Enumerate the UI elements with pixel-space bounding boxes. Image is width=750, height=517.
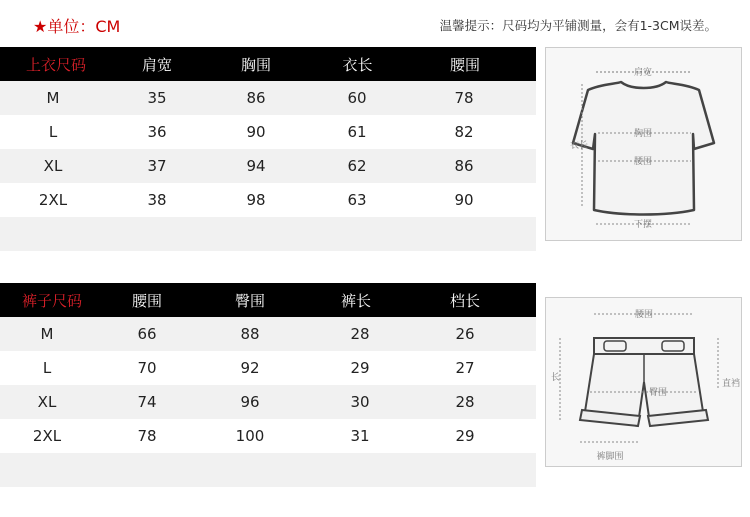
hip-cell: 92 xyxy=(240,359,260,377)
chest-label: 胸围 xyxy=(633,129,653,139)
size-cell: XL xyxy=(37,393,57,411)
shorts-leg-label: 裤脚围 xyxy=(596,452,624,462)
waist-cell: 78 xyxy=(454,89,474,107)
size-cell: 2XL xyxy=(32,427,62,445)
size-cell: L xyxy=(42,359,52,377)
table-row xyxy=(0,183,536,217)
rise-cell: 26 xyxy=(455,325,475,343)
waist-cell: 86 xyxy=(454,157,474,175)
shorts-hip-label: 臀围 xyxy=(648,388,668,398)
shirt-measurement-diagram xyxy=(545,47,742,241)
waist-cell: 66 xyxy=(137,325,157,343)
waist-cell: 82 xyxy=(454,123,474,141)
chest-cell: 90 xyxy=(246,123,266,141)
unit-label: ★单位：CM xyxy=(33,17,121,36)
table-row xyxy=(0,149,536,183)
size-cell: M xyxy=(40,325,54,343)
chest-cell: 94 xyxy=(246,157,266,175)
waist-cell: 78 xyxy=(137,427,157,445)
waist-cell: 74 xyxy=(137,393,157,411)
top-table-header xyxy=(0,47,536,81)
waist-cell: 90 xyxy=(454,191,474,209)
pants-table-header xyxy=(0,283,536,317)
length-cell: 60 xyxy=(347,89,367,107)
shorts-waist-label: 腰围 xyxy=(634,310,654,320)
table-row xyxy=(0,317,536,351)
shorts-illustration xyxy=(546,298,741,466)
shoulder-cell: 35 xyxy=(147,89,167,107)
empty-row xyxy=(0,217,536,251)
length-cell: 31 xyxy=(350,427,370,445)
pants-col-length: 裤长 xyxy=(340,291,371,310)
chest-cell: 86 xyxy=(246,89,266,107)
waist-cell: 70 xyxy=(137,359,157,377)
size-cell: XL xyxy=(43,157,63,175)
measurement-notice: 温馨提示：尺码均为平铺测量，会有1-3CM误差。 xyxy=(439,18,717,33)
top-col-length: 衣长 xyxy=(342,55,373,74)
top-col-waist: 腰围 xyxy=(449,55,480,74)
shorts-measurement-diagram xyxy=(545,297,742,467)
size-cell: L xyxy=(48,123,58,141)
shoulder-label: 肩宽 xyxy=(633,68,653,78)
shoulder-cell: 36 xyxy=(147,123,167,141)
size-cell: 2XL xyxy=(38,191,68,209)
hip-cell: 100 xyxy=(235,427,265,445)
shoulder-cell: 38 xyxy=(147,191,167,209)
empty-row xyxy=(0,453,536,487)
top-size-table xyxy=(0,47,536,251)
rise-cell: 28 xyxy=(455,393,475,411)
table-row xyxy=(0,419,536,453)
length-cell: 63 xyxy=(347,191,367,209)
pants-col-waist: 腰围 xyxy=(131,291,162,310)
top-col-chest: 胸围 xyxy=(240,55,271,74)
table-row xyxy=(0,351,536,385)
waist-label: 腰围 xyxy=(633,157,653,167)
table-row xyxy=(0,81,536,115)
top-col-size: 上衣尺码 xyxy=(25,55,86,74)
length-label: 衣长 xyxy=(569,141,589,151)
pants-col-rise: 档长 xyxy=(449,291,480,310)
pants-col-hip: 臀围 xyxy=(234,291,265,310)
shorts-length-label: 长 xyxy=(551,373,561,383)
hip-cell: 88 xyxy=(240,325,260,343)
length-cell: 30 xyxy=(350,393,370,411)
table-row xyxy=(0,115,536,149)
length-cell: 61 xyxy=(347,123,367,141)
shorts-crotch-label: 直裆 xyxy=(722,379,741,389)
hem-label: 下摆 xyxy=(633,220,653,230)
table-row xyxy=(0,385,536,419)
shirt-illustration xyxy=(546,48,741,240)
pants-size-table xyxy=(0,283,536,487)
length-cell: 28 xyxy=(350,325,370,343)
pants-col-size: 裤子尺码 xyxy=(21,291,82,310)
size-cell: M xyxy=(46,89,60,107)
hip-cell: 96 xyxy=(240,393,260,411)
length-cell: 29 xyxy=(350,359,370,377)
shoulder-cell: 37 xyxy=(147,157,167,175)
rise-cell: 29 xyxy=(455,427,475,445)
rise-cell: 27 xyxy=(455,359,475,377)
top-col-shoulder: 肩宽 xyxy=(141,55,172,74)
chest-cell: 98 xyxy=(246,191,266,209)
length-cell: 62 xyxy=(347,157,367,175)
